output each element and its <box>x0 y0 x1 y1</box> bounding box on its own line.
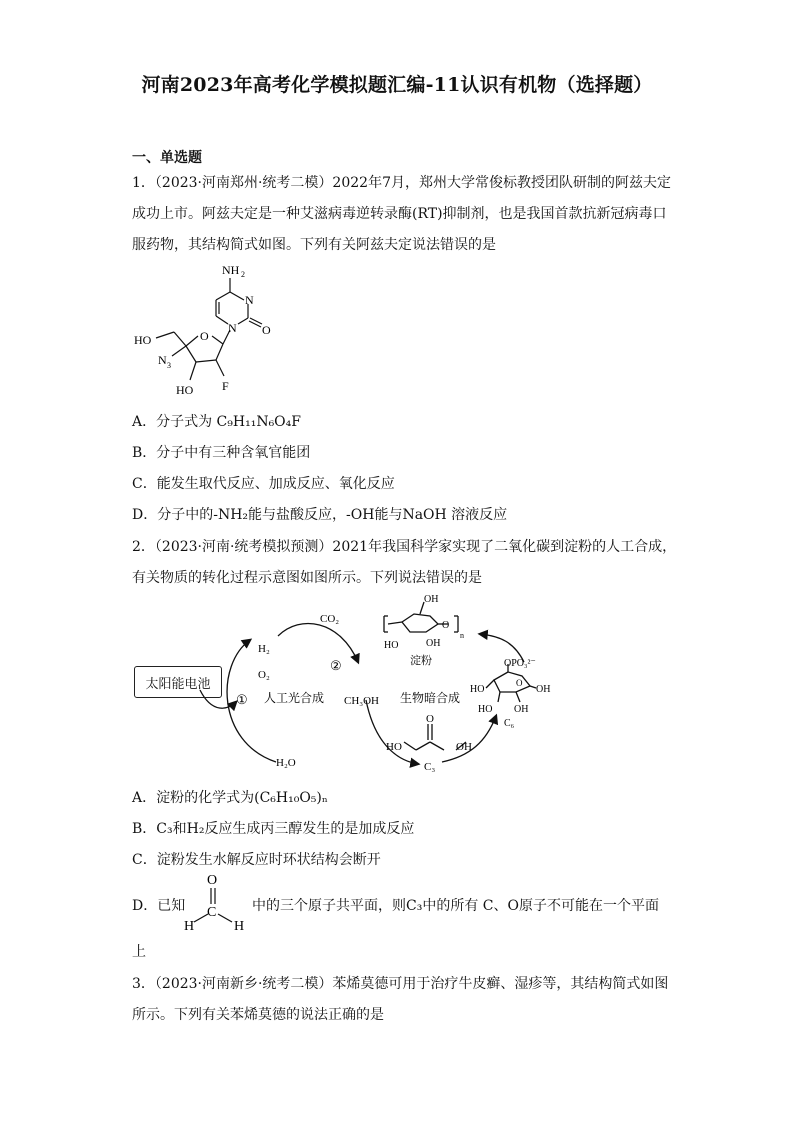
starch-o-right: O <box>442 620 450 631</box>
bio-dark-synthesis-label: 生物暗合成 <box>400 691 461 705</box>
c3-ho: HO <box>386 741 402 753</box>
co2-to-starch-diagram <box>180 592 600 780</box>
q2-option-d-text: 中的三个原子共平面，则C₃中的所有 C、O原子不可能在一个平面 <box>252 898 659 914</box>
q1-option-b: B．分子中有三种含氧官能团 <box>132 445 311 461</box>
f-label: F <box>222 379 229 393</box>
starch-ho: HO <box>384 640 399 651</box>
n-ring-label: N <box>228 321 237 335</box>
starch-oh-top: OH <box>424 594 439 605</box>
starch-oh: OH <box>426 638 441 649</box>
nh2-label: NH <box>222 263 240 277</box>
ch3oh-label: CH₃OH <box>344 695 380 707</box>
q2-line-1: 2．（2023·河南·统考模拟预测）2021年我国科学家实现了二氧化碳到淀粉的人工合成， <box>132 539 677 555</box>
q2-option-a: A．淀粉的化学式为(C₆H₁₀O₅)ₙ <box>132 790 328 806</box>
q1-line-3: 服药物，其结构简式如图。下列有关阿兹夫定说法错误的是 <box>132 237 496 253</box>
c6-ring-o: O <box>516 678 523 688</box>
co2-label: CO₂ <box>320 613 340 625</box>
q2-option-d-cont: 上 <box>132 944 146 960</box>
q3-line-2: 所示。下列有关苯烯莫德的说法正确的是 <box>132 1007 384 1023</box>
starch-label: 淀粉 <box>410 655 432 667</box>
q1-option-c: C．能发生取代反应、加成反应、氧化反应 <box>132 476 395 492</box>
c3-keto-o: O <box>426 713 434 725</box>
c6-label: C₆ <box>504 718 515 729</box>
h2-label: H₂ <box>258 643 270 655</box>
c6-oh-1: OH <box>536 684 551 695</box>
starch-n: n <box>460 631 464 640</box>
q1-option-d: D．分子中的-NH₂能与盐酸反应，-OH能与NaOH 溶液反应 <box>132 507 508 523</box>
c6-ho-1: HO <box>470 684 485 695</box>
q2-option-b: B．C₃和H₂反应生成丙三醇发生的是加成反应 <box>132 821 415 837</box>
formaldehyde-h1: H <box>184 919 195 932</box>
n-top-label: N <box>245 293 254 307</box>
c3-label: C₃ <box>424 761 436 773</box>
keto-o-label: O <box>262 323 271 337</box>
q1-option-a: A．分子式为 C₉H₁₁N₆O₄F <box>132 414 301 430</box>
o2-label: O₂ <box>258 669 270 681</box>
document-title: 河南2023年高考化学模拟题汇编-11认识有机物（选择题） <box>141 74 653 96</box>
solar-cell-box: 太阳能电池 <box>134 666 222 698</box>
azvudine-structure <box>128 256 288 406</box>
ho2-label: HO <box>176 383 194 397</box>
h2o-label: H₂O <box>276 757 296 769</box>
formaldehyde-structure <box>180 870 250 932</box>
step2-label: ② <box>330 658 342 673</box>
n3-label: N <box>158 353 167 367</box>
opo3-label: OPO₃²⁻ <box>504 658 536 669</box>
formaldehyde-o: O <box>207 873 218 888</box>
ho-label: HO <box>134 333 152 347</box>
artificial-synthesis-label: 人工光合成 <box>264 691 325 705</box>
q3-line-1: 3．（2023·河南新乡·统考二模）苯烯莫德可用于治疗牛皮癣、湿疹等，其结构简式如图 <box>132 976 669 992</box>
c6-oh-2: OH <box>514 704 529 715</box>
step1-label: ① <box>236 692 248 707</box>
c6-ho-2: HO <box>478 704 493 715</box>
ring-o-label: O <box>200 329 209 343</box>
q1-line-2: 成功上市。阿兹夫定是一种艾滋病毒逆转录酶(RT)抑制剂，也是我国首款抗新冠病毒口 <box>132 206 667 222</box>
q2-line-2: 有关物质的转化过程示意图如图所示。下列说法错误的是 <box>132 570 482 586</box>
c3-oh: OH <box>456 741 472 753</box>
nh2-sub: 2 <box>241 270 245 279</box>
n3-sub: 3 <box>167 361 171 370</box>
q1-line-1: 1．（2023·河南郑州·统考二模）2022年7月，郑州大学常俊标教授团队研制的阿兹夫定 <box>132 175 671 191</box>
q2-option-c: C．淀粉发生水解反应时环状结构会断开 <box>132 852 381 868</box>
formaldehyde-c: C <box>207 905 217 920</box>
q2-option-d-prefix: D．已知 <box>132 898 186 914</box>
section-heading: 一、单选题 <box>132 150 202 166</box>
formaldehyde-h2: H <box>234 919 245 932</box>
